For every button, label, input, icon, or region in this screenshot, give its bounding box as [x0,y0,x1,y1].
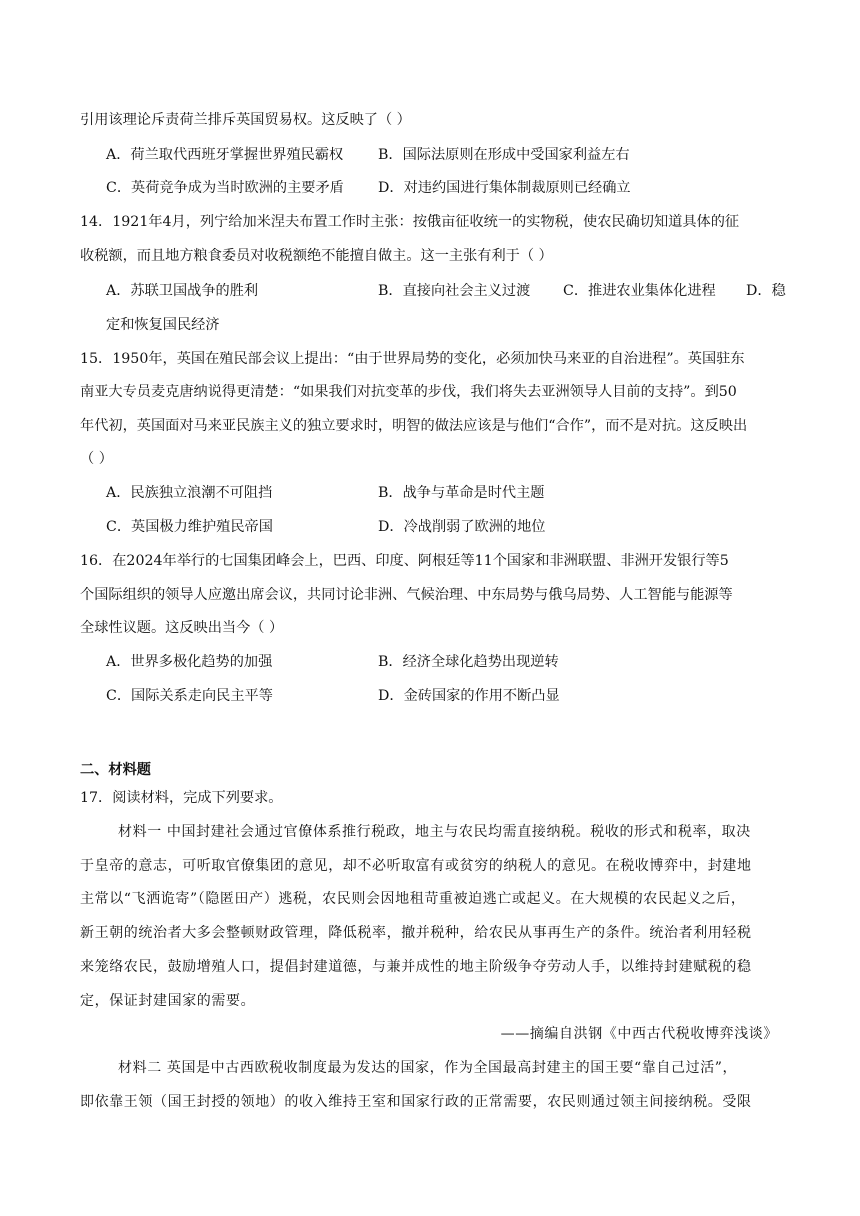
q17-stem: 17．阅读材料，完成下列要求。 [80,790,283,806]
q14-option-c: C．推进农业集体化进程 [563,283,716,299]
q14-stem-line1: 14．1921年4月，列宁给加米涅夫布置工作时主张：按俄亩征收统一的实物税，使农民确切知道具体的征 [80,214,740,230]
q14-option-a: A．苏联卫国战争的胜利 [106,283,259,299]
material1-line6: 定，保证封建国家的需要。 [80,993,256,1009]
q13-option-b: B．国际法原则在形成中受国家利益左右 [378,147,630,163]
q16-stem-line3: 全球性议题。这反映出当今（ ） [80,620,284,636]
q16-stem-line2: 个国际组织的领导人应邀出席会议，共同讨论非洲、气候治理、中东局势与俄乌局势、人工智能与能源等 [80,587,733,603]
q14-stem-line2: 收税额，而且地方粮食委员对收税额绝不能擅自做主。这一主张有利于（ ） [80,248,553,264]
q15-stem-line2: 南亚大专员麦克唐纳说得更清楚：“如果我们对抗变革的步伐，我们将失去亚洲领导人目前的支持”。到50 [80,384,737,400]
q15-option-a: A．民族独立浪潮不可阻挡 [106,485,273,501]
q13-stem-tail: 引用该理论斥责荷兰排斥英国贸易权。这反映了（ ） [80,112,411,128]
q16-stem-line1: 16．在2024年举行的七国集团峰会上，巴西、印度、阿根廷等11个国家和非洲联盟、非洲开发银行等5 [80,553,729,569]
section-heading: 二、材料题 [80,762,151,778]
material1-line4: 新王朝的统治者大多会整顿财政管理，降低税率，撤并税种，给农民从事再生产的条件。统治者利用轻税 [80,925,752,941]
q14-option-d: D．稳 [746,283,786,299]
material1-source: ——摘编自洪钢《中西古代税收博弈浅谈》 [500,1026,778,1042]
q15-stem-line4: （ ） [80,451,113,467]
q15-option-c: C．英国极力维护殖民帝国 [106,519,273,535]
q15-stem-line1: 15．1950年，英国在殖民部会议上提出：“由于世界局势的变化，必须加快马来亚的自治进程”。英国驻东 [80,351,745,367]
q15-option-b: B．战争与革命是时代主题 [378,485,545,501]
q13-option-a: A．荷兰取代西班牙掌握世界殖民霸权 [106,147,344,163]
q14-option-d-tail: 定和恢复国民经济 [106,317,220,333]
q15-option-d: D．冷战削弱了欧洲的地位 [378,519,546,535]
q13-option-c: C．英荷竞争成为当时欧洲的主要矛盾 [106,180,344,196]
q14-option-b: B．直接向社会主义过渡 [378,283,531,299]
q16-option-b: B．经济全球化趋势出现逆转 [378,654,559,670]
material1-line2: 于皇帝的意志，可听取官僚集团的意见，却不必听取富有或贫穷的纳税人的意见。在税收博弈中，封建地 [80,858,752,874]
material2-line2: 即依靠王领（国王封授的领地）的收入维持王室和国家行政的正常需要，农民则通过领主间接纳税。受限 [80,1094,752,1110]
material2-line1: 材料二 英国是中古西欧税收制度最为发达的国家，作为全国最高封建主的国王要“靠自己过活”， [118,1060,738,1076]
material1-line1: 材料一 中国封建社会通过官僚体系推行税政，地主与农民均需直接纳税。税收的形式和税率，取决 [118,824,751,840]
q16-option-c: C．国际关系走向民主平等 [106,688,273,704]
q16-option-a: A．世界多极化趋势的加强 [106,654,273,670]
q16-option-d: D．金砖国家的作用不断凸显 [378,688,560,704]
material1-line3: 主常以“飞洒诡寄”（隐匿田产）逃税，农民则会因地租苛重被迫逃亡或起义。在大规模的农民起义之后， [80,891,746,907]
q15-stem-line3: 年代初，英国面对马来亚民族主义的独立要求时，明智的做法应该是与他们“合作”，而不是对抗。这反映出 [80,418,748,434]
q13-option-d: D．对违约国进行集体制裁原则已经确立 [378,180,631,196]
material1-line5: 来笼络农民，鼓励增殖人口，提倡封建道德，与兼并成性的地主阶级争夺劳动人手，以维持封建赋税的稳 [80,959,752,975]
